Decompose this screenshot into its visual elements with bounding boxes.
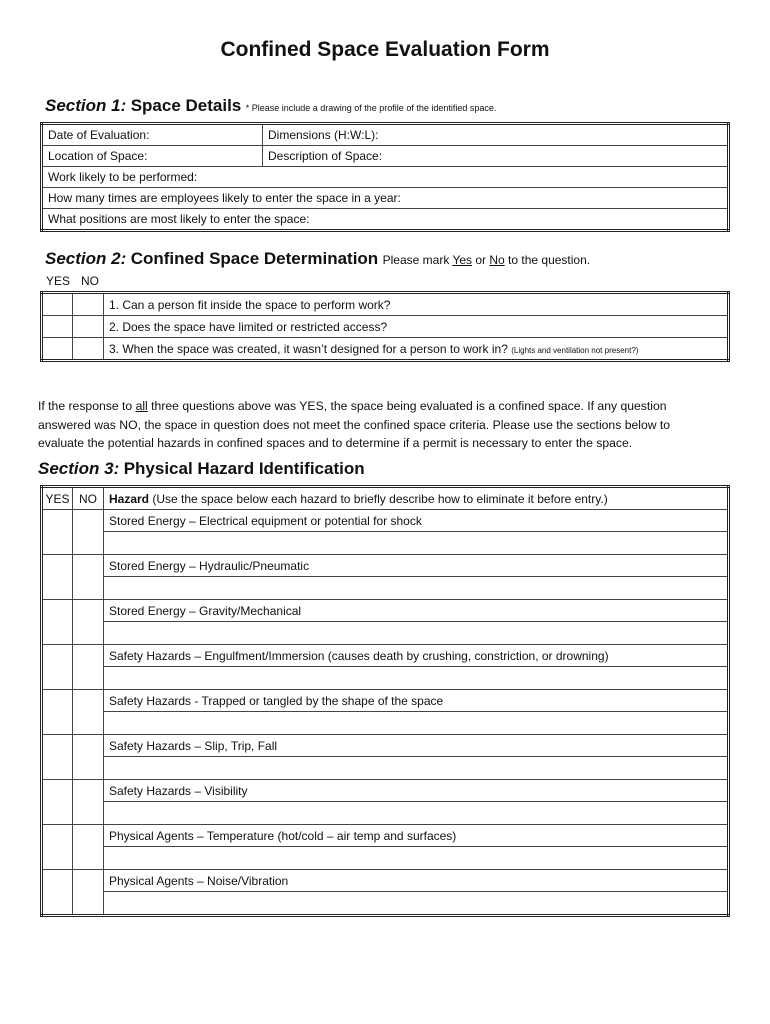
- section-3-title: Physical Hazard Identification: [123, 459, 365, 478]
- hazard-3-label: Stored Energy – Gravity/Mechanical: [104, 600, 729, 622]
- location-of-space-field[interactable]: Location of Space:: [42, 146, 263, 167]
- hazard-6-no-checkbox[interactable]: [73, 735, 104, 780]
- hazard-4-notes-field[interactable]: [104, 667, 729, 690]
- dimensions-field[interactable]: Dimensions (H:W:L):: [263, 124, 729, 146]
- instructions-part-1: If the response to: [38, 399, 136, 413]
- q1-yes-checkbox[interactable]: [42, 293, 73, 316]
- hazard-6-yes-checkbox[interactable]: [42, 735, 73, 780]
- section-1-note: * Please include a drawing of the profile of the identified space.: [245, 103, 497, 113]
- hazard-7-no-checkbox[interactable]: [73, 780, 104, 825]
- hazard-7-yes-checkbox[interactable]: [42, 780, 73, 825]
- hazard-9-yes-checkbox[interactable]: [42, 870, 73, 916]
- hazard-1-notes-field[interactable]: [104, 532, 729, 555]
- hazard-3-notes-field[interactable]: [104, 622, 729, 645]
- q2-yes-checkbox[interactable]: [42, 316, 73, 338]
- hazard-6-notes-field[interactable]: [104, 757, 729, 780]
- hazard-2-notes-field[interactable]: [104, 577, 729, 600]
- hazard-8-yes-checkbox[interactable]: [42, 825, 73, 870]
- section-3-heading: [38, 459, 365, 479]
- q3-no-checkbox[interactable]: [73, 338, 104, 361]
- section-1-title: Space Details: [130, 96, 242, 115]
- description-of-space-field[interactable]: Description of Space:: [263, 146, 729, 167]
- employees-entry-field[interactable]: How many times are employees likely to enter the space in a year:: [42, 188, 729, 209]
- hazard-5-notes-field[interactable]: [104, 712, 729, 735]
- date-of-evaluation-field[interactable]: Date of Evaluation:: [42, 124, 263, 146]
- hazard-8-label: Physical Agents – Temperature (hot/cold – air temp and surfaces): [104, 825, 729, 847]
- hazard-1-no-checkbox[interactable]: [73, 510, 104, 555]
- hazard-6-label: Safety Hazards – Slip, Trip, Fall: [104, 735, 729, 757]
- section-1-label: Section 1:: [45, 96, 127, 115]
- hazard-4-label: Safety Hazards – Engulfment/Immersion (causes death by crushing, constriction, or drowning): [104, 645, 729, 667]
- section-3-yes-header: YES: [42, 487, 73, 510]
- hazard-8-notes-field[interactable]: [104, 847, 729, 870]
- hazard-8-no-checkbox[interactable]: [73, 825, 104, 870]
- section-2-label: Section 2:: [45, 249, 127, 268]
- hazard-5-no-checkbox[interactable]: [73, 690, 104, 735]
- question-3-cell: [104, 338, 729, 361]
- section-1-heading: [45, 96, 496, 116]
- hazard-9-no-checkbox[interactable]: [73, 870, 104, 916]
- q2-no-checkbox[interactable]: [73, 316, 104, 338]
- q3-yes-checkbox[interactable]: [42, 338, 73, 361]
- section-2-title: Confined Space Determination: [130, 249, 379, 268]
- question-3: 3. When the space was created, it wasn’t designed for a person to work in?: [109, 341, 508, 356]
- hazard-identification-table: [40, 485, 730, 917]
- section-3-label: Section 3:: [38, 459, 120, 478]
- hazard-header-bold: Hazard: [109, 491, 150, 506]
- hazard-1-label: Stored Energy – Electrical equipment or potential for shock: [104, 510, 729, 532]
- section-2-note-no: No: [489, 253, 505, 267]
- hazard-2-yes-checkbox[interactable]: [42, 555, 73, 600]
- hazard-5-label: Safety Hazards - Trapped or tangled by the shape of the space: [104, 690, 729, 712]
- hazard-3-no-checkbox[interactable]: [73, 600, 104, 645]
- question-3-note: (Lights and ventilation not present?): [511, 345, 639, 355]
- instructions-underlined: all: [135, 399, 148, 413]
- instructions-part-2: three questions above was YES, the space being evaluated is a confined space. If any question answered was NO, the space in question does not meet the confined space criteria. Please use the sections below to evaluate the potential hazards in confined spaces and to determine if a permit is necessary to enter the space.: [38, 399, 671, 450]
- section-2-no-header: NO: [81, 274, 99, 288]
- section-2-heading: [45, 249, 590, 269]
- page-title: Confined Space Evaluation Form: [220, 38, 550, 61]
- question-1: 1. Can a person fit inside the space to perform work?: [104, 293, 729, 316]
- hazard-5-yes-checkbox[interactable]: [42, 690, 73, 735]
- space-details-table: [40, 122, 730, 232]
- hazard-2-no-checkbox[interactable]: [73, 555, 104, 600]
- hazard-7-label: Safety Hazards – Visibility: [104, 780, 729, 802]
- question-2: 2. Does the space have limited or restricted access?: [104, 316, 729, 338]
- hazard-7-notes-field[interactable]: [104, 802, 729, 825]
- hazard-header-note: (Use the space below each hazard to briefly describe how to eliminate it before entry.): [149, 491, 608, 506]
- hazard-4-yes-checkbox[interactable]: [42, 645, 73, 690]
- hazard-9-label: Physical Agents – Noise/Vibration: [104, 870, 729, 892]
- hazard-header: [104, 487, 729, 510]
- q1-no-checkbox[interactable]: [73, 293, 104, 316]
- hazard-3-yes-checkbox[interactable]: [42, 600, 73, 645]
- positions-entry-field[interactable]: What positions are most likely to enter the space:: [42, 209, 729, 231]
- section-2-note-yes: Yes: [452, 253, 473, 267]
- section-3-no-header: NO: [73, 487, 104, 510]
- hazard-9-notes-field[interactable]: [104, 892, 729, 916]
- work-performed-field[interactable]: Work likely to be performed:: [42, 167, 729, 188]
- section-2-note-pre: Please mark: [382, 253, 453, 267]
- section-2-yes-header: YES: [46, 274, 71, 288]
- hazard-4-no-checkbox[interactable]: [73, 645, 104, 690]
- section-2-note-post: to the question.: [504, 253, 591, 267]
- determination-table: [40, 291, 730, 362]
- instructions-paragraph: [38, 397, 718, 453]
- section-2-note-mid: or: [472, 253, 490, 267]
- hazard-1-yes-checkbox[interactable]: [42, 510, 73, 555]
- hazard-2-label: Stored Energy – Hydraulic/Pneumatic: [104, 555, 729, 577]
